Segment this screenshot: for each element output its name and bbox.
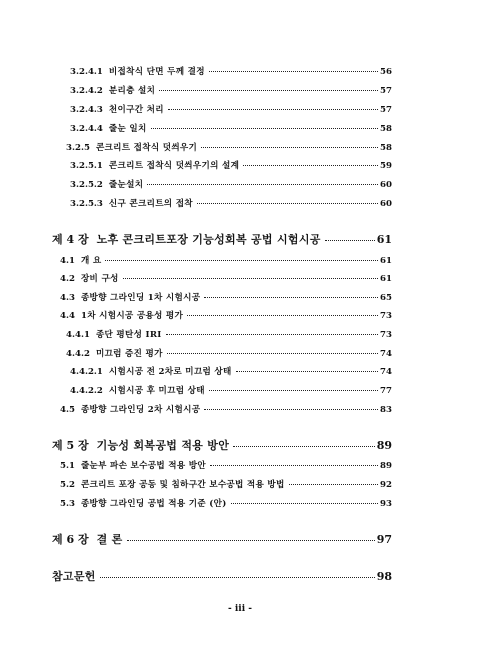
- toc-dot-leader: [159, 90, 378, 91]
- toc-page-number: 60: [380, 199, 392, 209]
- toc-entry[interactable]: [70, 366, 392, 378]
- toc-section-title: 줄눈설치: [108, 180, 144, 190]
- toc-section-title: 콘크리트 접착식 덧씌우기: [95, 143, 198, 153]
- toc-section-title: 콘크리트 포장 공동 및 침하구간 보수공법 적용 방법: [80, 480, 285, 490]
- toc-dot-leader: [151, 128, 378, 129]
- toc-section-title: 시험시공 전 2차로 미끄럼 상태: [108, 367, 232, 377]
- toc-section-title: 노후 콘크리트포장 기능성회복 공법 시험시공: [96, 233, 321, 246]
- toc-dot-leader: [197, 203, 378, 204]
- toc-section-number: 4.5: [60, 405, 75, 415]
- toc-section-number: 4.1: [60, 256, 75, 266]
- toc-entry[interactable]: [52, 439, 392, 453]
- toc-entry[interactable]: [60, 310, 392, 322]
- toc-dot-leader: [233, 446, 375, 447]
- toc-page-number: 92: [380, 480, 392, 490]
- toc-section-number: 3.2.5.1: [70, 161, 103, 171]
- toc-page-number: 61: [380, 274, 392, 284]
- toc-dot-leader: [289, 484, 378, 485]
- toc-page-number: 57: [380, 105, 392, 115]
- toc-section-number: 3.2.4.3: [70, 105, 103, 115]
- toc-section-number: 제 4 장: [52, 233, 89, 246]
- toc-page-number: 58: [380, 143, 392, 153]
- toc-entry[interactable]: [66, 348, 392, 360]
- toc-section-number: 4.2: [60, 274, 75, 284]
- toc-page-number: 74: [380, 349, 392, 359]
- toc-section-number: 4.3: [60, 293, 75, 303]
- toc-section-number: 제 5 장: [52, 439, 89, 452]
- toc-section-title: 종방향 그라인딩 1차 시험시공: [80, 293, 201, 303]
- toc-entry[interactable]: [60, 404, 392, 416]
- toc-entry[interactable]: [60, 292, 392, 304]
- toc-page-number: 56: [380, 67, 392, 77]
- toc-dot-leader: [187, 315, 378, 316]
- toc-dot-leader: [204, 409, 378, 410]
- toc-entry[interactable]: [70, 179, 392, 191]
- toc-entry[interactable]: [70, 66, 392, 78]
- toc-page-number: 77: [380, 386, 392, 396]
- toc-section-number: 4.4.1: [66, 330, 90, 340]
- toc-page-number: 93: [380, 499, 392, 509]
- toc-entry[interactable]: [66, 142, 392, 154]
- toc-section-number: 3.2.4.1: [70, 67, 103, 77]
- toc-dot-leader: [127, 540, 375, 541]
- toc-section-title: 종방향 그라인딩 공법 적용 기준 (안): [80, 499, 227, 509]
- toc-section-title: 비접착식 단면 두께 결정: [108, 67, 205, 77]
- toc-section-title: 미끄럼 증진 평가: [95, 349, 163, 359]
- toc-entry[interactable]: [60, 479, 392, 491]
- toc-page-number: 58: [380, 124, 392, 134]
- toc-page-number: 73: [380, 311, 392, 321]
- toc-entry[interactable]: [70, 85, 392, 97]
- toc-section-number: 3.2.5.2: [70, 180, 103, 190]
- toc-section-title: 종방향 그라인딩 2차 시험시공: [80, 405, 201, 415]
- toc-section-title: 천이구간 처리: [108, 105, 164, 115]
- toc-dot-leader: [201, 147, 378, 148]
- toc-entry[interactable]: [60, 273, 392, 285]
- toc-dot-leader: [236, 371, 378, 372]
- toc-page-number: 97: [376, 533, 392, 546]
- toc-section-title: 줄눈 일치: [108, 124, 147, 134]
- toc-section-number: 4.4.2.2: [70, 386, 103, 396]
- toc-page-number: 83: [380, 405, 392, 415]
- toc-section-number: 제 6 장: [52, 533, 89, 546]
- toc-section-number: 4.4.2.1: [70, 367, 103, 377]
- toc-dot-leader: [210, 465, 378, 466]
- toc-section-number: 5.2: [60, 480, 75, 490]
- toc-page-number: 98: [376, 570, 392, 583]
- toc-page-number: 59: [380, 161, 392, 171]
- toc-dot-leader: [123, 278, 378, 279]
- toc-entry[interactable]: [70, 104, 392, 116]
- toc-page-number: 60: [380, 180, 392, 190]
- toc-section-title: 콘크리트 접착식 덧씌우기의 설계: [108, 161, 240, 171]
- toc-section-title: 줄눈부 파손 보수공법 적용 방안: [80, 461, 206, 471]
- toc-section-number: 3.2.5: [66, 143, 90, 153]
- toc-dot-leader: [231, 503, 378, 504]
- toc-section-title: 종단 평탄성 IRI: [95, 330, 162, 340]
- toc-dot-leader: [325, 240, 375, 241]
- toc-dot-leader: [209, 390, 378, 391]
- toc-entry[interactable]: [70, 385, 392, 397]
- toc-section-number: 3.2.4.4: [70, 124, 103, 134]
- toc-section-title: 결 론: [96, 533, 123, 546]
- toc-section-title: 개 요: [80, 256, 102, 266]
- toc-entry[interactable]: [70, 123, 392, 135]
- toc-section-title: 기능성 회복공법 적용 방안: [96, 439, 230, 452]
- toc-page-number: 73: [380, 330, 392, 340]
- toc-section-title: 시험시공 후 미끄럼 상태: [108, 386, 205, 396]
- toc-entry[interactable]: [52, 233, 392, 247]
- toc-dot-leader: [243, 165, 378, 166]
- toc-section-number: 3.2.5.3: [70, 199, 103, 209]
- toc-entry[interactable]: [60, 255, 392, 267]
- toc-page-number: 61: [376, 233, 392, 246]
- toc-dot-leader: [204, 297, 378, 298]
- toc-section-title: 장비 구성: [80, 274, 119, 284]
- toc-page-number: 57: [380, 86, 392, 96]
- toc-entry[interactable]: [52, 570, 392, 584]
- page-number-footer: - iii -: [228, 604, 252, 614]
- toc-entry[interactable]: [70, 198, 392, 210]
- toc-section-title: 참고문헌: [52, 570, 96, 583]
- toc-entry[interactable]: [70, 160, 392, 172]
- toc-dot-leader: [166, 334, 378, 335]
- toc-dot-leader: [209, 71, 378, 72]
- toc-dot-leader: [167, 353, 378, 354]
- toc-dot-leader: [100, 577, 375, 578]
- toc-entry[interactable]: [60, 498, 392, 510]
- toc-entry[interactable]: [60, 460, 392, 472]
- toc-section-number: 3.2.4.2: [70, 86, 103, 96]
- toc-page-number: 65: [380, 293, 392, 303]
- toc-page-number: 61: [380, 256, 392, 266]
- toc-entry[interactable]: [52, 533, 392, 547]
- toc-entry[interactable]: [66, 329, 392, 341]
- toc-section-title: 분리층 설치: [108, 86, 156, 96]
- toc-dot-leader: [168, 109, 378, 110]
- toc-section-number: 4.4.2: [66, 349, 90, 359]
- toc-page-number: 74: [380, 367, 392, 377]
- toc-section-title: 신구 콘크리트의 접착: [108, 199, 193, 209]
- toc-section-number: 5.1: [60, 461, 75, 471]
- toc-section-title: 1차 시험시공 공용성 평가: [80, 311, 184, 321]
- toc-dot-leader: [147, 184, 378, 185]
- toc-section-number: 5.3: [60, 499, 75, 509]
- toc-dot-leader: [105, 260, 378, 261]
- toc-section-number: 4.4: [60, 311, 75, 321]
- toc-page-number: 89: [376, 439, 392, 452]
- toc-page-number: 89: [380, 461, 392, 471]
